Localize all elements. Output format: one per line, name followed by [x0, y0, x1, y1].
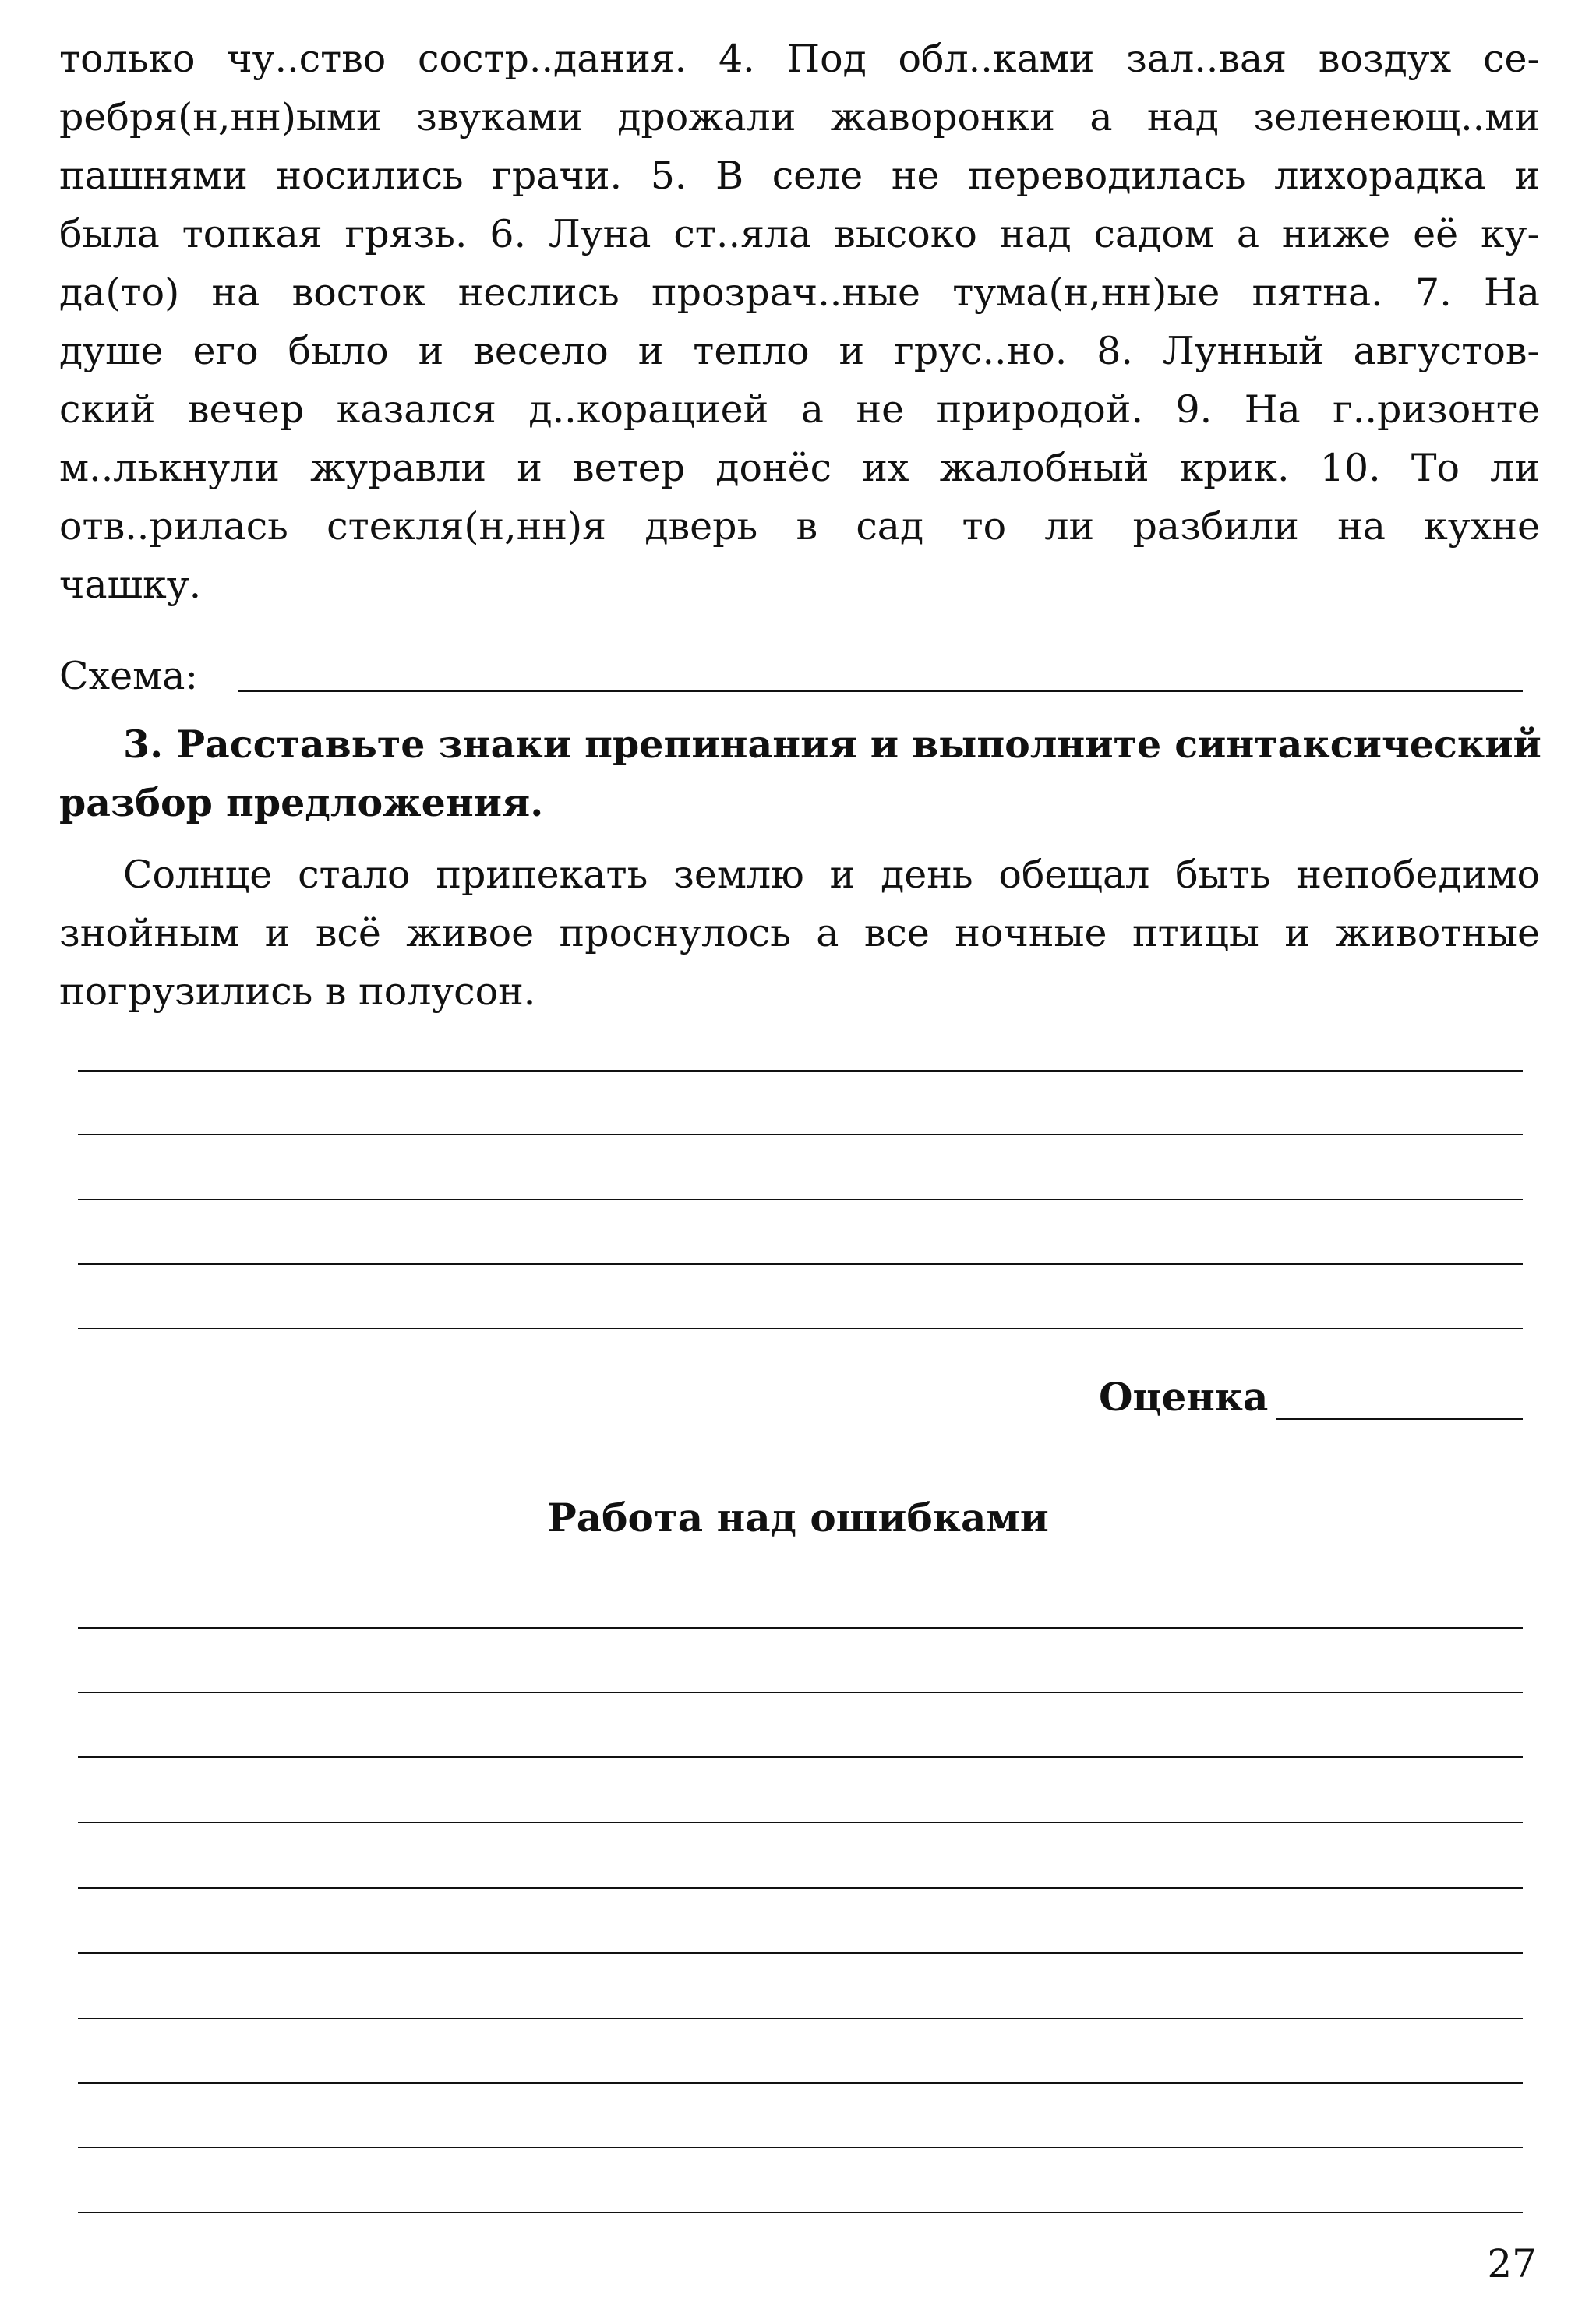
exercise3-title-line-2: разбор предложения.: [59, 780, 544, 825]
answer-line[interactable]: [78, 1134, 1523, 1135]
errors-line[interactable]: [78, 2212, 1523, 2213]
exercise2-line-1: только чу..ство состр..дания. 4. Под обл..ками зал..вая воздух се-: [59, 37, 1540, 81]
errors-line[interactable]: [78, 1822, 1523, 1823]
errors-line[interactable]: [78, 2018, 1523, 2019]
page-number: 27: [1487, 2241, 1537, 2286]
exercise2-line-3: пашнями носились грачи. 5. В селе не переводилась лихорадка и: [59, 154, 1540, 198]
answer-line[interactable]: [78, 1328, 1523, 1329]
exercise2-line-9: отв..рилась стекля(н,нн)я дверь в сад то ли разбили на кухне: [59, 504, 1540, 549]
exercise2-line-2: ребря(н,нн)ыми звуками дрожали жаворонки а над зеленеющ..ми: [59, 95, 1540, 139]
exercise3-text-line-2: знойным и всё живое проснулось а все ночные птицы и животные: [59, 911, 1540, 955]
schema-label: Схема:: [59, 654, 198, 698]
exercise2-line-5: да(то) на восток неслись прозрач..ные тума(н,нн)ые пятна. 7. На: [59, 270, 1540, 315]
answer-line[interactable]: [78, 1199, 1523, 1200]
errors-line[interactable]: [78, 1887, 1523, 1889]
errors-line[interactable]: [78, 2082, 1523, 2084]
exercise2-line-7: ский вечер казался д..корацией а не природой. 9. На г..ризонте: [59, 387, 1540, 432]
errors-line[interactable]: [78, 2147, 1523, 2148]
errors-line[interactable]: [78, 1627, 1523, 1629]
answer-line[interactable]: [78, 1263, 1523, 1265]
exercise3-title-line-1: 3. Расставьте знаки препинания и выполните синтаксический: [123, 722, 1541, 767]
answer-line[interactable]: [78, 1070, 1523, 1072]
errors-line[interactable]: [78, 1692, 1523, 1693]
exercise3-text-line-1: Солнце стало припекать землю и день обещал быть непобедимо: [123, 853, 1540, 897]
errors-line[interactable]: [78, 1952, 1523, 1954]
exercise3-text-line-3: погрузились в полусон.: [59, 969, 536, 1014]
schema-answer-line[interactable]: [238, 690, 1523, 692]
exercise2-line-4: была топкая грязь. 6. Луна ст..яла высоко над садом а ниже её ку-: [59, 212, 1540, 256]
errors-section-title: Работа над ошибками: [547, 1495, 1049, 1541]
exercise2-line-10: чашку.: [59, 563, 202, 607]
errors-line[interactable]: [78, 1756, 1523, 1758]
grade-line[interactable]: [1276, 1418, 1523, 1420]
exercise2-line-6: душе его было и весело и тепло и грус..но. 8. Лунный августов-: [59, 329, 1540, 373]
exercise2-line-8: м..лькнули журавли и ветер донёс их жалобный крик. 10. То ли: [59, 446, 1540, 490]
grade-label: Оценка: [1099, 1374, 1269, 1420]
